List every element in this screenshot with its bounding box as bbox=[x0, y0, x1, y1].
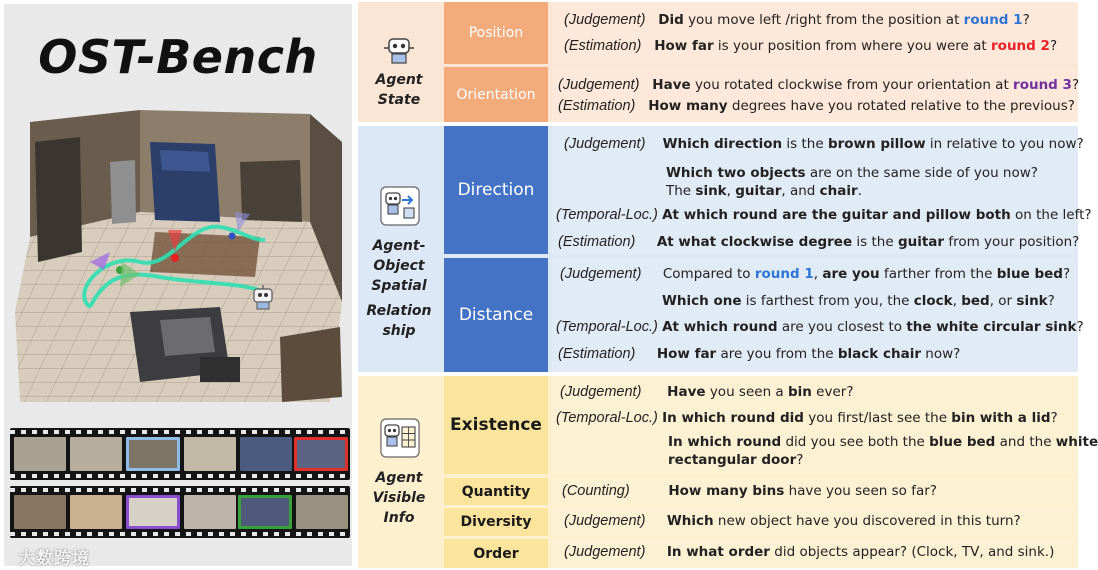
section-label-spatial bbox=[358, 126, 440, 372]
text-segment: is farthest from you, the bbox=[741, 293, 914, 309]
text-segment: , and bbox=[781, 183, 820, 199]
highlighted-text: Did bbox=[658, 12, 684, 28]
highlighted-text: Which two objects bbox=[666, 165, 806, 181]
highlighted-text: Have bbox=[667, 384, 706, 400]
highlighted-text: guitar bbox=[897, 234, 945, 250]
row-direction bbox=[552, 126, 1092, 254]
text-segment: , bbox=[813, 266, 823, 282]
highlighted-text: At what clockwise degree bbox=[656, 234, 853, 250]
highlighted-text: round 1 bbox=[963, 12, 1023, 28]
question-line bbox=[564, 513, 1021, 529]
question-line bbox=[558, 98, 1075, 114]
category-position: Position bbox=[444, 2, 548, 64]
row-diversity bbox=[552, 508, 1078, 536]
video-frame bbox=[70, 495, 122, 529]
category-diversity: Diversity bbox=[444, 508, 548, 536]
highlighted-text: rectangular door bbox=[668, 452, 797, 468]
text-segment: farther from the bbox=[879, 266, 997, 282]
question-line bbox=[560, 266, 1070, 282]
robot-grid-icon bbox=[380, 418, 420, 458]
category-existence: Existence bbox=[444, 376, 548, 474]
video-frame bbox=[296, 495, 348, 529]
text-segment: did objects appear? (Clock, TV, and sink.) bbox=[769, 544, 1055, 560]
text-segment: ? bbox=[1071, 77, 1080, 93]
highlighted-text: round 3 bbox=[1013, 77, 1072, 93]
text-segment: you move left /right from the position at bbox=[683, 12, 964, 28]
text-segment: did you see both the bbox=[781, 434, 930, 450]
question-text bbox=[666, 165, 1038, 181]
highlighted-text: bed bbox=[961, 293, 990, 309]
highlighted-text: In which round did bbox=[662, 410, 804, 426]
text-segment: ? bbox=[796, 452, 804, 468]
question-tag: (Judgement) bbox=[564, 136, 646, 152]
highlighted-text: clock bbox=[913, 293, 953, 309]
video-frame-highlighted bbox=[238, 495, 292, 529]
film-strip-row-2 bbox=[10, 486, 350, 538]
text-segment: in relative to you now? bbox=[925, 136, 1084, 152]
answer-text bbox=[666, 183, 862, 199]
question-text bbox=[663, 136, 1084, 152]
question-text bbox=[668, 452, 803, 468]
question-tag: (Judgement) bbox=[560, 266, 642, 282]
scene-3d-illustration bbox=[10, 102, 346, 408]
answer-line bbox=[666, 183, 862, 199]
video-frame bbox=[14, 495, 66, 529]
section-label-line: Agent bbox=[375, 470, 423, 486]
text-segment: is the bbox=[782, 136, 828, 152]
question-line bbox=[564, 38, 1057, 54]
question-text bbox=[657, 346, 960, 362]
highlighted-text: Have bbox=[652, 77, 691, 93]
highlighted-text: At which round are the guitar and pillow both bbox=[662, 207, 1011, 223]
section-agent-object-spatial bbox=[358, 126, 1092, 372]
question-line bbox=[564, 12, 1030, 28]
robot-icon bbox=[380, 36, 418, 66]
question-line bbox=[564, 136, 1084, 152]
video-frame bbox=[14, 437, 66, 471]
highlighted-text: the white circular sink bbox=[906, 319, 1077, 335]
question-tag: (Temporal-Loc.) bbox=[556, 319, 658, 335]
text-segment: Compared to bbox=[662, 266, 755, 282]
section-agent-state bbox=[358, 2, 1078, 122]
question-text bbox=[662, 293, 1055, 309]
section-label-line: Info bbox=[383, 510, 415, 526]
video-frame-highlighted bbox=[126, 437, 180, 471]
text-segment: ? bbox=[1049, 38, 1058, 54]
row-order bbox=[552, 539, 1078, 568]
text-segment: have you seen so far? bbox=[784, 483, 937, 499]
text-segment: from your position? bbox=[944, 234, 1080, 250]
text-segment: . bbox=[857, 183, 862, 199]
left-panel bbox=[4, 4, 352, 569]
question-text bbox=[662, 207, 1091, 223]
video-frame bbox=[240, 437, 292, 471]
highlighted-text: bin with a lid bbox=[951, 410, 1051, 426]
question-tag: (Judgement) bbox=[558, 77, 640, 93]
question-tag: (Judgement) bbox=[564, 12, 646, 28]
highlighted-text: sink bbox=[1016, 293, 1048, 309]
text-segment: now? bbox=[920, 346, 961, 362]
highlighted-text: bin bbox=[787, 384, 812, 400]
question-line bbox=[666, 165, 1038, 181]
highlighted-text: are you bbox=[822, 266, 880, 282]
question-text bbox=[668, 483, 937, 499]
question-line bbox=[562, 483, 937, 499]
highlighted-text: In which round bbox=[668, 434, 782, 450]
text-segment: you first/last see the bbox=[803, 410, 952, 426]
text-segment: on the left? bbox=[1010, 207, 1092, 223]
question-line bbox=[558, 346, 960, 362]
question-text bbox=[667, 384, 853, 400]
highlighted-text: guitar bbox=[735, 183, 782, 199]
question-text bbox=[668, 434, 1098, 450]
question-tag: (Temporal-Loc.) bbox=[556, 207, 658, 223]
highlighted-text: Which direction bbox=[662, 136, 783, 152]
question-text bbox=[658, 12, 1029, 28]
highlighted-text: How many bins bbox=[668, 483, 785, 499]
section-agent-visible-info bbox=[358, 376, 1098, 568]
question-tag: (Estimation) bbox=[558, 234, 636, 250]
page-title: OST-Bench bbox=[38, 30, 318, 84]
question-line bbox=[556, 410, 1058, 426]
highlighted-text: round 1 bbox=[754, 266, 814, 282]
text-segment: and the bbox=[995, 434, 1056, 450]
question-text bbox=[652, 77, 1079, 93]
text-segment: ever? bbox=[811, 384, 854, 400]
highlighted-text: white bbox=[1055, 434, 1098, 450]
question-tag: (Counting) bbox=[562, 483, 630, 499]
category-distance: Distance bbox=[444, 258, 548, 372]
section-label-line: ship bbox=[382, 323, 416, 339]
text-segment: are you from the bbox=[716, 346, 838, 362]
section-label-line: Visible bbox=[372, 490, 426, 506]
question-text bbox=[657, 234, 1080, 250]
highlighted-text: blue bed bbox=[929, 434, 996, 450]
category-quantity: Quantity bbox=[444, 478, 548, 505]
text-segment: , or bbox=[989, 293, 1017, 309]
text-segment: , bbox=[952, 293, 962, 309]
highlighted-text: Which one bbox=[662, 293, 742, 309]
question-line bbox=[560, 384, 854, 400]
text-segment: you seen a bbox=[705, 384, 788, 400]
question-line bbox=[668, 452, 803, 468]
text-segment: are on the same side of you now? bbox=[805, 165, 1038, 181]
text-segment: degrees have you rotated relative to the previous? bbox=[727, 98, 1075, 114]
question-text bbox=[662, 319, 1084, 335]
question-line bbox=[558, 234, 1079, 250]
highlighted-text: How many bbox=[648, 98, 728, 114]
highlighted-text: blue bed bbox=[996, 266, 1063, 282]
text-segment: new object have you discovered in this turn? bbox=[713, 513, 1021, 529]
text-segment: are you closest to bbox=[777, 319, 907, 335]
row-distance bbox=[552, 258, 1084, 372]
film-strip-row-1 bbox=[10, 428, 350, 480]
question-text bbox=[663, 266, 1070, 282]
highlighted-text: At which round bbox=[662, 319, 778, 335]
robot-box-icon bbox=[380, 186, 420, 226]
question-line bbox=[556, 207, 1092, 223]
highlighted-text: How far bbox=[654, 38, 714, 54]
section-label-line: Object bbox=[373, 258, 425, 274]
section-label-line: Agent- bbox=[372, 238, 426, 254]
text-segment: ? bbox=[1047, 293, 1055, 309]
text-segment: is the bbox=[852, 234, 898, 250]
video-frame-highlighted bbox=[294, 437, 348, 471]
text-segment: is your position from where you were at bbox=[713, 38, 992, 54]
text-segment: The bbox=[666, 183, 696, 199]
video-frame bbox=[184, 495, 236, 529]
section-label-line: Agent bbox=[375, 72, 423, 88]
category-orientation: Orientation bbox=[444, 67, 548, 122]
question-tag: (Judgement) bbox=[564, 513, 646, 529]
text-segment: ? bbox=[1062, 266, 1071, 282]
question-line bbox=[558, 77, 1079, 93]
highlighted-text: Which bbox=[666, 513, 714, 529]
highlighted-text: round 2 bbox=[991, 38, 1050, 54]
text-segment: ? bbox=[1076, 319, 1084, 335]
question-line bbox=[668, 434, 1098, 450]
question-text bbox=[667, 513, 1021, 529]
highlighted-text: brown pillow bbox=[827, 136, 926, 152]
question-text bbox=[662, 410, 1058, 426]
watermark: 大数跨境 bbox=[18, 549, 90, 569]
row-existence bbox=[552, 376, 1098, 474]
highlighted-text: chair bbox=[819, 183, 858, 199]
video-frame bbox=[184, 437, 236, 471]
text-segment: you rotated clockwise from your orientation at bbox=[690, 77, 1014, 93]
question-tag: (Estimation) bbox=[564, 38, 642, 54]
question-tag: (Judgement) bbox=[564, 544, 646, 560]
video-frame bbox=[70, 437, 122, 471]
highlighted-text: sink bbox=[695, 183, 727, 199]
question-tag: (Temporal-Loc.) bbox=[556, 410, 658, 426]
highlighted-text: black chair bbox=[837, 346, 921, 362]
highlighted-text: How far bbox=[656, 346, 717, 362]
highlighted-text: In what order bbox=[666, 544, 770, 560]
video-frame-highlighted bbox=[126, 495, 180, 529]
section-label-visible bbox=[358, 376, 440, 568]
category-direction: Direction bbox=[444, 126, 548, 254]
section-label-line: Spatial bbox=[371, 278, 427, 294]
text-segment: , bbox=[726, 183, 736, 199]
question-line bbox=[662, 293, 1055, 309]
text-segment: ? bbox=[1022, 12, 1030, 28]
question-text bbox=[648, 98, 1075, 114]
section-label-agent-state bbox=[358, 2, 440, 122]
question-text bbox=[654, 38, 1057, 54]
category-order: Order bbox=[444, 539, 548, 568]
question-tag: (Estimation) bbox=[558, 98, 636, 114]
text-segment: ? bbox=[1050, 410, 1058, 426]
question-tag: (Judgement) bbox=[560, 384, 642, 400]
section-label-line: Relation bbox=[366, 303, 432, 319]
question-text bbox=[667, 544, 1054, 560]
question-line bbox=[556, 319, 1084, 335]
row-quantity bbox=[552, 478, 1078, 505]
question-line bbox=[564, 544, 1054, 560]
question-tag: (Estimation) bbox=[558, 346, 636, 362]
section-label-line: State bbox=[377, 92, 421, 108]
row-orientation bbox=[552, 67, 1078, 122]
row-position bbox=[552, 2, 1078, 64]
